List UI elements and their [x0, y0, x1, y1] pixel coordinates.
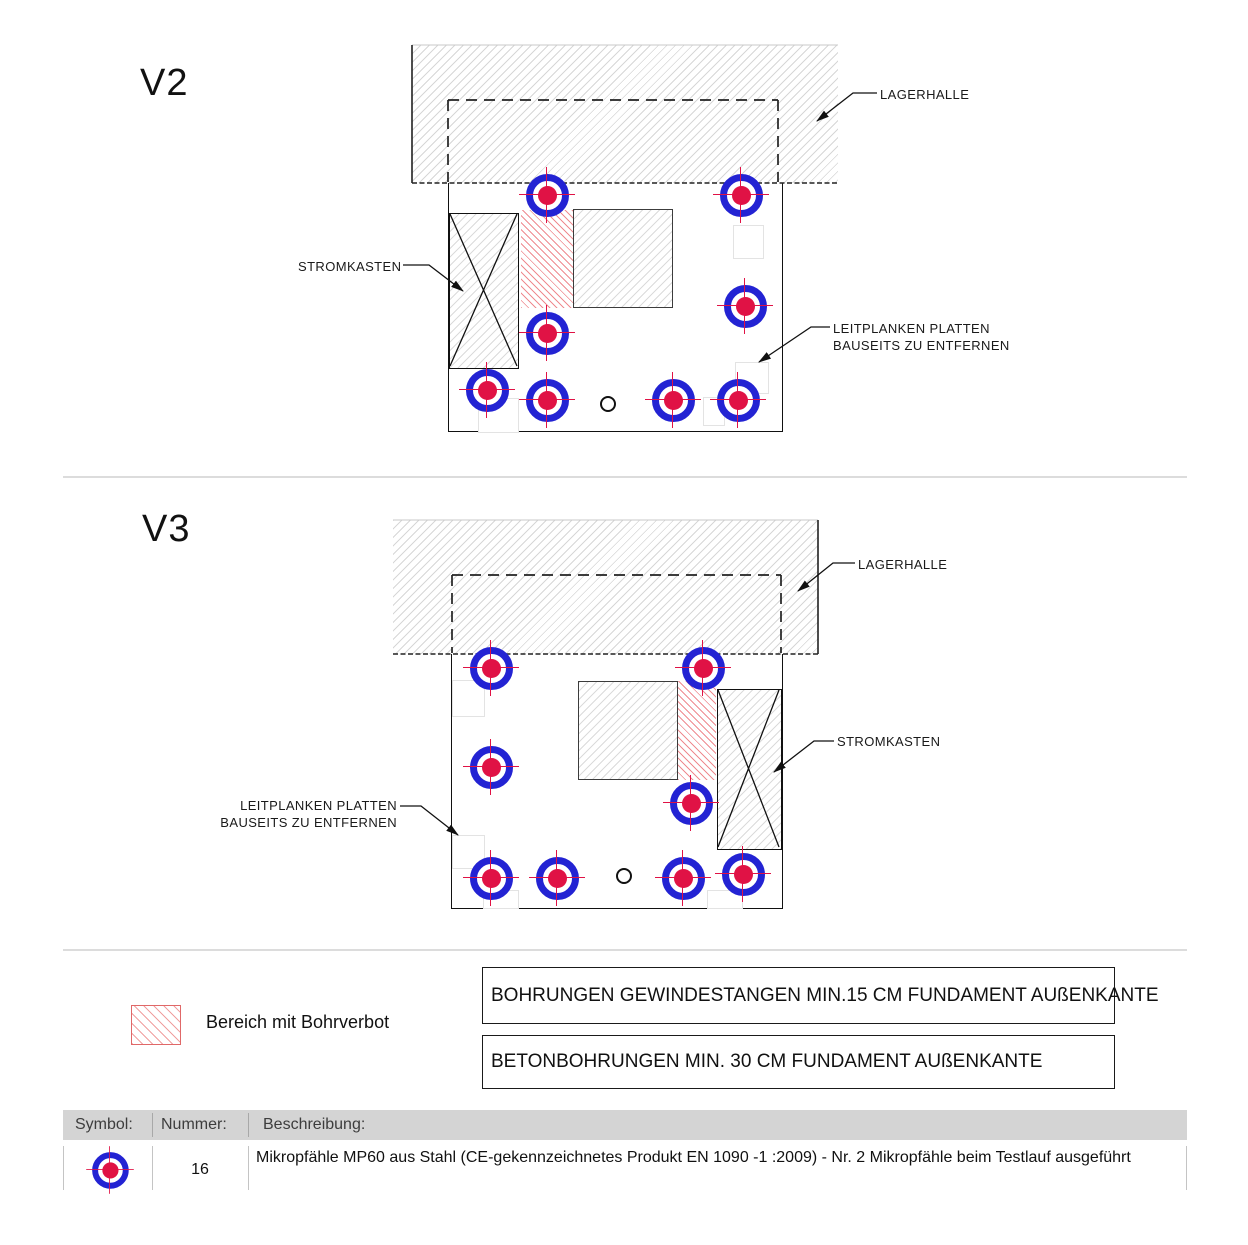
table-cell-number: 16 — [191, 1161, 209, 1178]
mikropfahl-marker — [661, 773, 721, 833]
plan-title-v3: V3 — [142, 508, 191, 550]
mikropfahl-marker — [461, 638, 521, 698]
label-stromkasten-v3: STROMKASTEN — [837, 734, 941, 749]
ghost-plate-v2 — [733, 225, 764, 259]
section-divider — [63, 949, 1187, 951]
mikropfahl-marker — [457, 360, 517, 420]
label-leitplanken-v3 — [197, 797, 397, 831]
note-box-gewindestangen — [482, 967, 1159, 1024]
label-line: LEITPLANKEN PLATTEN — [240, 798, 397, 813]
row-separator — [63, 1146, 64, 1190]
mikropfahl-marker — [527, 848, 587, 908]
stromkasten-box-v3 — [717, 689, 782, 850]
row-separator — [248, 1146, 249, 1190]
mikropfahl-marker — [517, 165, 577, 225]
label-stromkasten-v2: STROMKASTEN — [298, 259, 402, 274]
row-separator — [152, 1146, 153, 1190]
row-separator — [1186, 1146, 1187, 1190]
section-divider — [63, 476, 1187, 478]
note-text: BOHRUNGEN GEWINDESTANGEN MIN.15 CM FUNDAMENT AUßENKANTE — [491, 984, 1159, 1006]
mikropfahl-marker — [708, 370, 768, 430]
mikropfahl-marker — [517, 303, 577, 363]
small-bore-circle-v2 — [600, 396, 616, 412]
mikropfahl-marker — [653, 848, 713, 908]
column-header-symbol: Symbol: — [75, 1116, 133, 1133]
no-drill-legend-swatch — [131, 1005, 181, 1045]
column-separator — [248, 1113, 249, 1137]
label-line: BAUSEITS ZU ENTFERNEN — [220, 815, 397, 830]
mikropfahl-marker — [461, 737, 521, 797]
mikropfahl-marker — [673, 638, 733, 698]
no-drill-legend-label: Bereich mit Bohrverbot — [206, 1012, 390, 1032]
mikropfahl-marker — [711, 165, 771, 225]
mikropfahl-symbol-icon — [85, 1145, 136, 1196]
note-box-betonbohrungen — [482, 1035, 1115, 1089]
mikropfahl-marker — [643, 370, 703, 430]
note-text: BETONBOHRUNGEN MIN. 30 CM FUNDAMENT AUßENKANTE — [491, 1051, 1043, 1072]
mikropfahl-marker — [517, 370, 577, 430]
mikropfahl-marker — [715, 276, 775, 336]
small-bore-circle-v3 — [616, 868, 632, 884]
label-line: LEITPLANKEN PLATTEN — [833, 321, 990, 336]
column-header-beschreibung: Beschreibung: — [263, 1116, 366, 1133]
mikropfahl-marker — [461, 848, 521, 908]
table-cell-description: Mikropfähle MP60 aus Stahl (CE-gekennzeichnetes Produkt EN 1090 -1 :2009) - Nr. 2 Mikropfähle beim Testlauf ausgeführt — [256, 1149, 1131, 1166]
label-lagerhalle-v2: LAGERHALLE — [880, 87, 970, 102]
label-leitplanken-v2 — [833, 320, 1010, 354]
table-header-row — [63, 1110, 1187, 1140]
label-lagerhalle-v3: LAGERHALLE — [858, 557, 948, 572]
stromkasten-box-v2 — [449, 213, 519, 369]
warehouse-hatch-v2 — [412, 45, 838, 183]
equipment-square-v2 — [573, 209, 673, 308]
label-line: BAUSEITS ZU ENTFERNEN — [833, 338, 1010, 353]
column-header-nummer: Nummer: — [161, 1116, 227, 1133]
plan-title-v2: V2 — [140, 62, 189, 104]
equipment-square-v3 — [578, 681, 678, 780]
mikropfahl-marker — [713, 844, 773, 904]
column-separator — [152, 1113, 153, 1137]
warehouse-hatch-v3 — [393, 520, 818, 654]
